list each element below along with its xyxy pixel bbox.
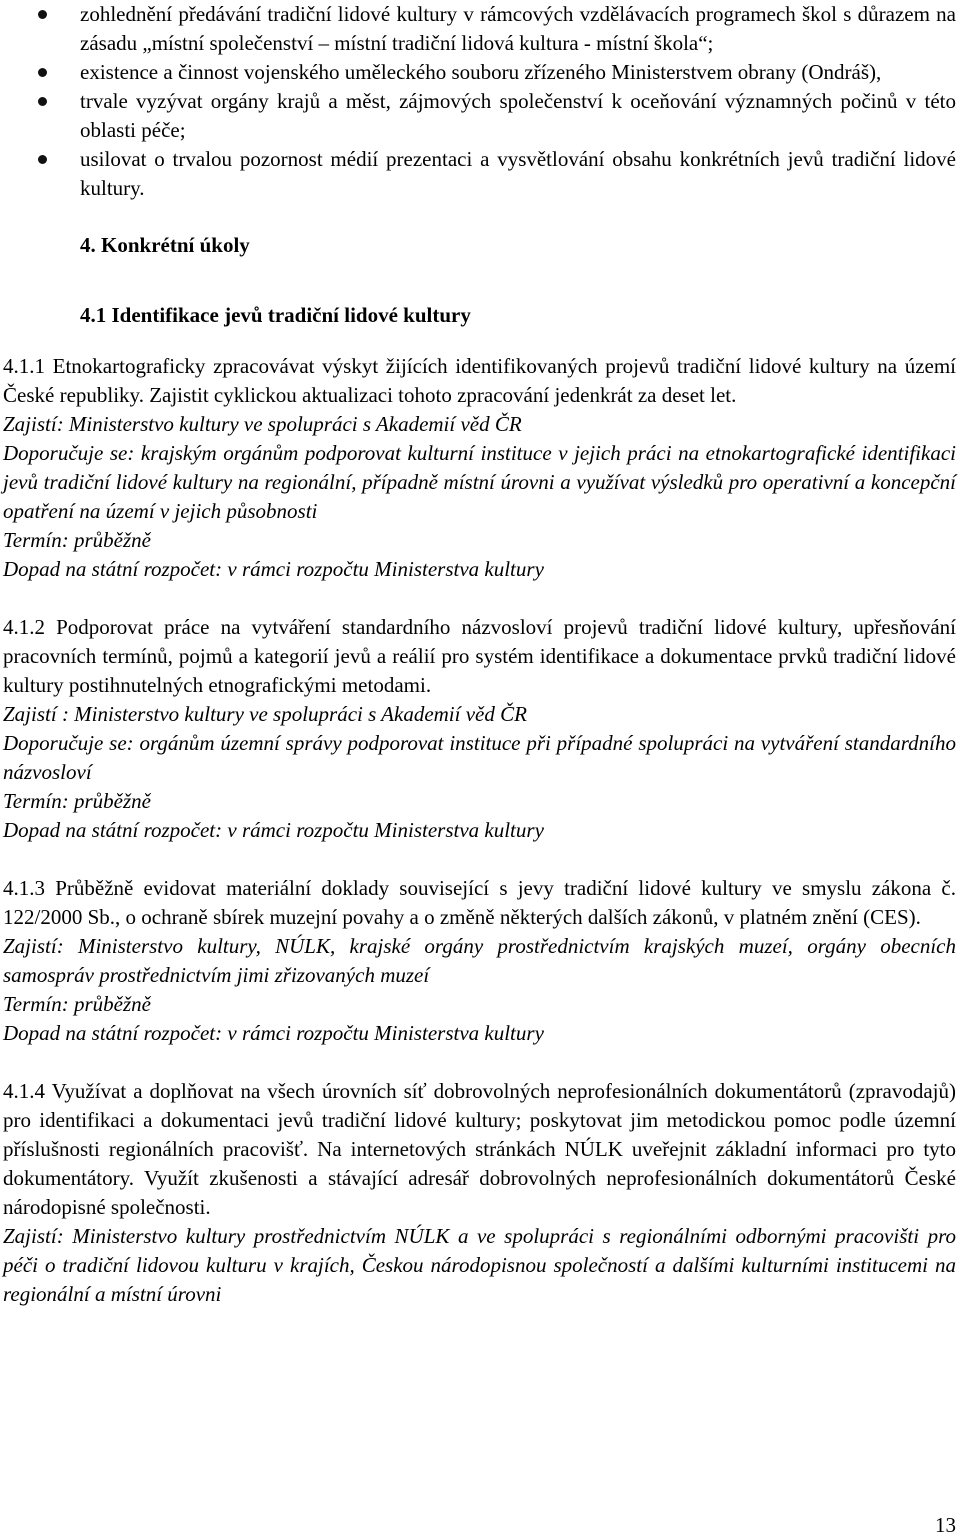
task-body: 4.1.1 Etnokartograficky zpracovávat výskyt žijících identifikovaných projevů tradiční lidové kultury na území České republiky. Zajistit cyklickou aktualizaci tohoto zpracování jedenkrát za deset let. <box>3 354 956 407</box>
task-doporucuje: Doporučuje se: orgánům územní správy podporovat instituce při případné spolupráci na vytváření standardního názvosloví <box>3 731 956 784</box>
task-dopad: Dopad na státní rozpočet: v rámci rozpočtu Ministerstva kultury <box>3 818 544 842</box>
task-zajisti: Zajistí: Ministerstvo kultury prostřednictvím NÚLK a ve spolupráci s regionálními odbornými pracovišti pro péči o tradiční lidovou kulturu v krajích, Českou národopisnou společností a dalšími kulturními institucemi na regionální a místní úrovni <box>3 1224 956 1306</box>
task-section-4-1-2 <box>3 613 956 845</box>
task-zajisti: Zajistí: Ministerstvo kultury ve spolupráci s Akademií věd ČR <box>3 412 522 436</box>
task-section-4-1-3 <box>3 874 956 1048</box>
section-heading: 4. Konkrétní úkoly <box>80 233 250 257</box>
task-body: 4.1.2 Podporovat práce na vytváření standardního názvosloví projevů tradiční lidové kultury, upřesňování pracovních termínů, pojmů a kategorií jevů a reálií pro systém identifikace a dokumentace prvků tradiční lidové kultury postihnutelných etnografickými metodami. <box>3 615 956 697</box>
task-body: 4.1.3 Průběžně evidovat materiální doklady související s jevy tradiční lidové kultury ve smyslu zákona č. 122/2000 Sb., o ochraně sbírek muzejní povahy a o změně některých dalších zákonů, v platném znění (CES). <box>3 876 956 929</box>
bullet-dot-icon <box>38 68 47 77</box>
subsection-heading: 4.1 Identifikace jevů tradiční lidové kultury <box>80 303 471 327</box>
bullet-item: usilovat o trvalou pozornost médií prezentaci a vysvětlování obsahu konkrétních jevů tradiční lidové kultury. <box>3 145 956 203</box>
page-number: 13 <box>935 1513 956 1537</box>
bullet-list <box>3 0 956 203</box>
bullet-dot-icon <box>38 155 47 164</box>
task-section-4-1-1 <box>3 352 956 584</box>
bullet-item: zohlednění předávání tradiční lidové kultury v rámcových vzdělávacích programech škol s důrazem na zásadu „místní společenství – místní tradiční lidová kultura - místní škola“; <box>3 0 956 58</box>
task-zajisti: Zajistí : Ministerstvo kultury ve spolupráci s Akademií věd ČR <box>3 702 527 726</box>
bullet-dot-icon <box>38 10 47 19</box>
task-termin: Termín: průběžně <box>3 528 151 552</box>
task-termin: Termín: průběžně <box>3 992 151 1016</box>
bullet-dot-icon <box>38 97 47 106</box>
task-dopad: Dopad na státní rozpočet: v rámci rozpočtu Ministerstva kultury <box>3 557 544 581</box>
task-termin: Termín: průběžně <box>3 789 151 813</box>
task-dopad: Dopad na státní rozpočet: v rámci rozpočtu Ministerstva kultury <box>3 1021 544 1045</box>
page-content <box>3 0 956 1309</box>
bullet-item: existence a činnost vojenského uměleckého souboru zřízeného Ministerstvem obrany (Ondráš), <box>3 58 956 87</box>
task-zajisti: Zajistí: Ministerstvo kultury, NÚLK, krajské orgány prostřednictvím krajských muzeí, orgány obecních samospráv prostřednictvím jimi zřizovaných muzeí <box>3 934 956 987</box>
task-body: 4.1.4 Využívat a doplňovat na všech úrovních síť dobrovolných neprofesionálních dokumentátorů (zpravodajů) pro identifikaci a dokumentaci jevů tradiční lidové kultury; poskytovat jim metodickou pomoc podle územní příslušnosti regionálních pracovišť. Na internetových stránkách NÚLK uveřejnit základní informaci pro tyto dokumentátory. Využít zkušenosti a stávající adresář dobrovolných neprofesionálních dokumentátorů České národopisné společnosti. <box>3 1079 956 1219</box>
bullet-item: trvale vyzývat orgány krajů a měst, zájmových společenství k oceňování významných počinů v této oblasti péče; <box>3 87 956 145</box>
task-section-4-1-4 <box>3 1077 956 1309</box>
task-doporucuje: Doporučuje se: krajským orgánům podporovat kulturní instituce v jejich práci na etnokartografické identifikaci jevů tradiční lidové kultury na regionální, případně místní úrovni a využívat výsledků pro operativní a koncepční opatření na území v jejich působnosti <box>3 441 956 523</box>
